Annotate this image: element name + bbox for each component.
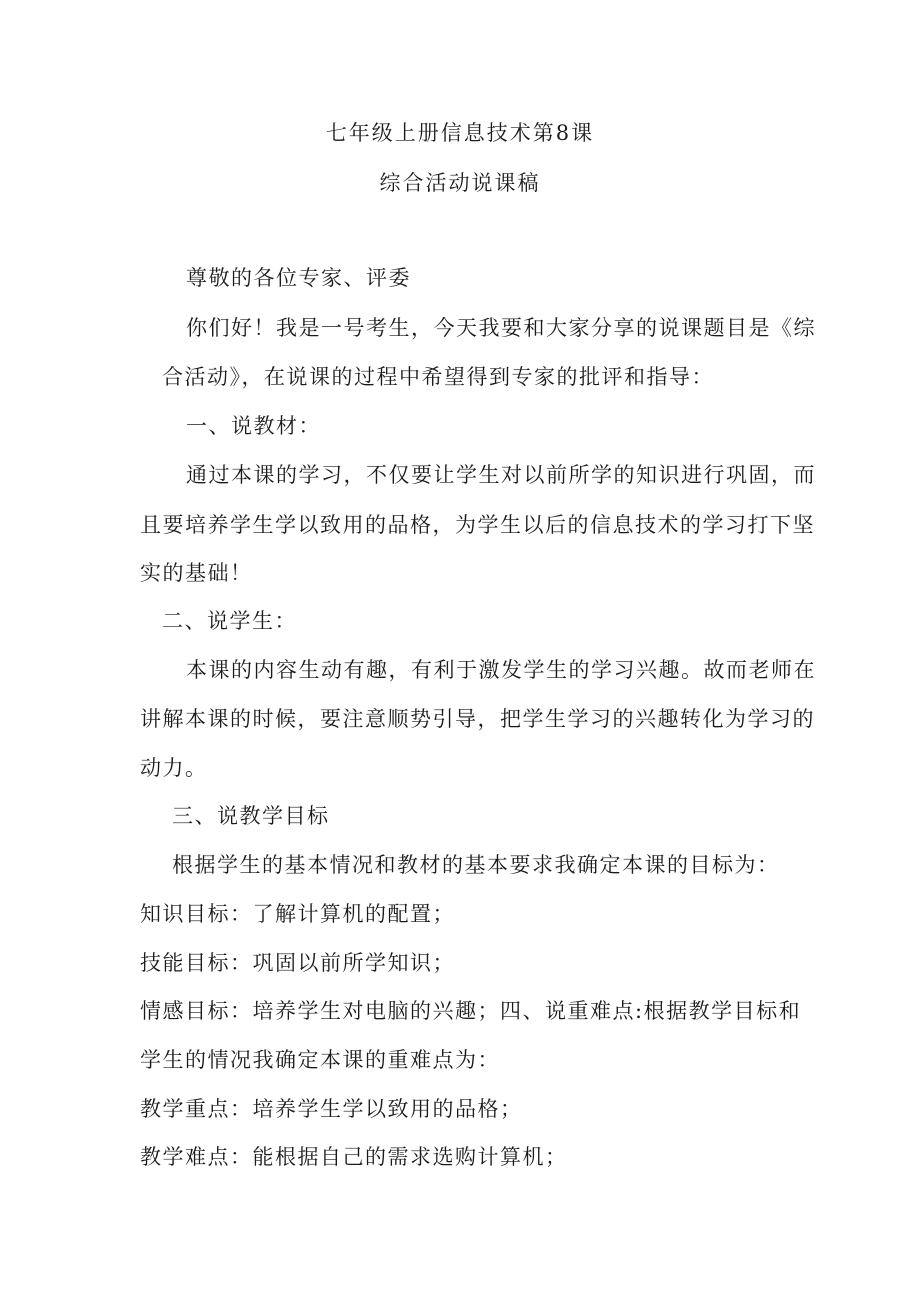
document-subtitle: 综合活动说课稿 — [379, 171, 541, 195]
section-heading-textbook: 一、说教材： — [186, 414, 321, 438]
goal-skill: 技能目标：巩固以前所学知识； — [140, 951, 455, 975]
key-point: 教学重点：培养学生学以致用的品格； — [140, 1097, 523, 1121]
goal-knowledge: 知识目标：了解计算机的配置； — [140, 902, 455, 926]
section-textbook-line: 通过本课的学习，不仅要让学生对以前所学的知识进行巩固，而 — [186, 463, 816, 487]
intro-paragraph-line: 合活动》，在说课的过程中希望得到专家的批评和指导： — [162, 365, 714, 389]
section-heading-objectives: 三、说教学目标 — [172, 804, 330, 828]
section-students-line: 本课的内容生动有趣，有利于激发学生的学习兴趣。故而老师在 — [186, 658, 816, 682]
goal-emotion-line: 学生的情况我确定本课的重难点为： — [140, 1048, 500, 1072]
goal-emotion-line: 情感目标：培养学生对电脑的兴趣；四、说重难点:根据教学目标和 — [140, 999, 802, 1023]
section-students-line: 动力。 — [140, 756, 208, 780]
greeting: 尊敬的各位专家、评委 — [186, 266, 411, 290]
intro-paragraph-line: 你们好！我是一号考生，今天我要和大家分享的说课题目是《综 — [186, 316, 816, 340]
section-objectives-intro: 根据学生的基本情况和教材的基本要求我确定本课的目标为： — [172, 853, 780, 877]
section-textbook-line: 且要培养学生学以致用的品格，为学生以后的信息技术的学习打下坚 — [140, 513, 815, 537]
document-title: 七年级上册信息技术第8课 — [325, 121, 595, 145]
section-textbook-line: 实的基础！ — [140, 561, 253, 585]
difficult-point: 教学难点：能根据自己的需求选购计算机； — [140, 1145, 568, 1169]
section-students-line: 讲解本课的时候，要注意顺势引导，把学生学习的兴趣转化为学习的 — [140, 707, 815, 731]
section-heading-students: 二、说学生： — [162, 609, 297, 633]
